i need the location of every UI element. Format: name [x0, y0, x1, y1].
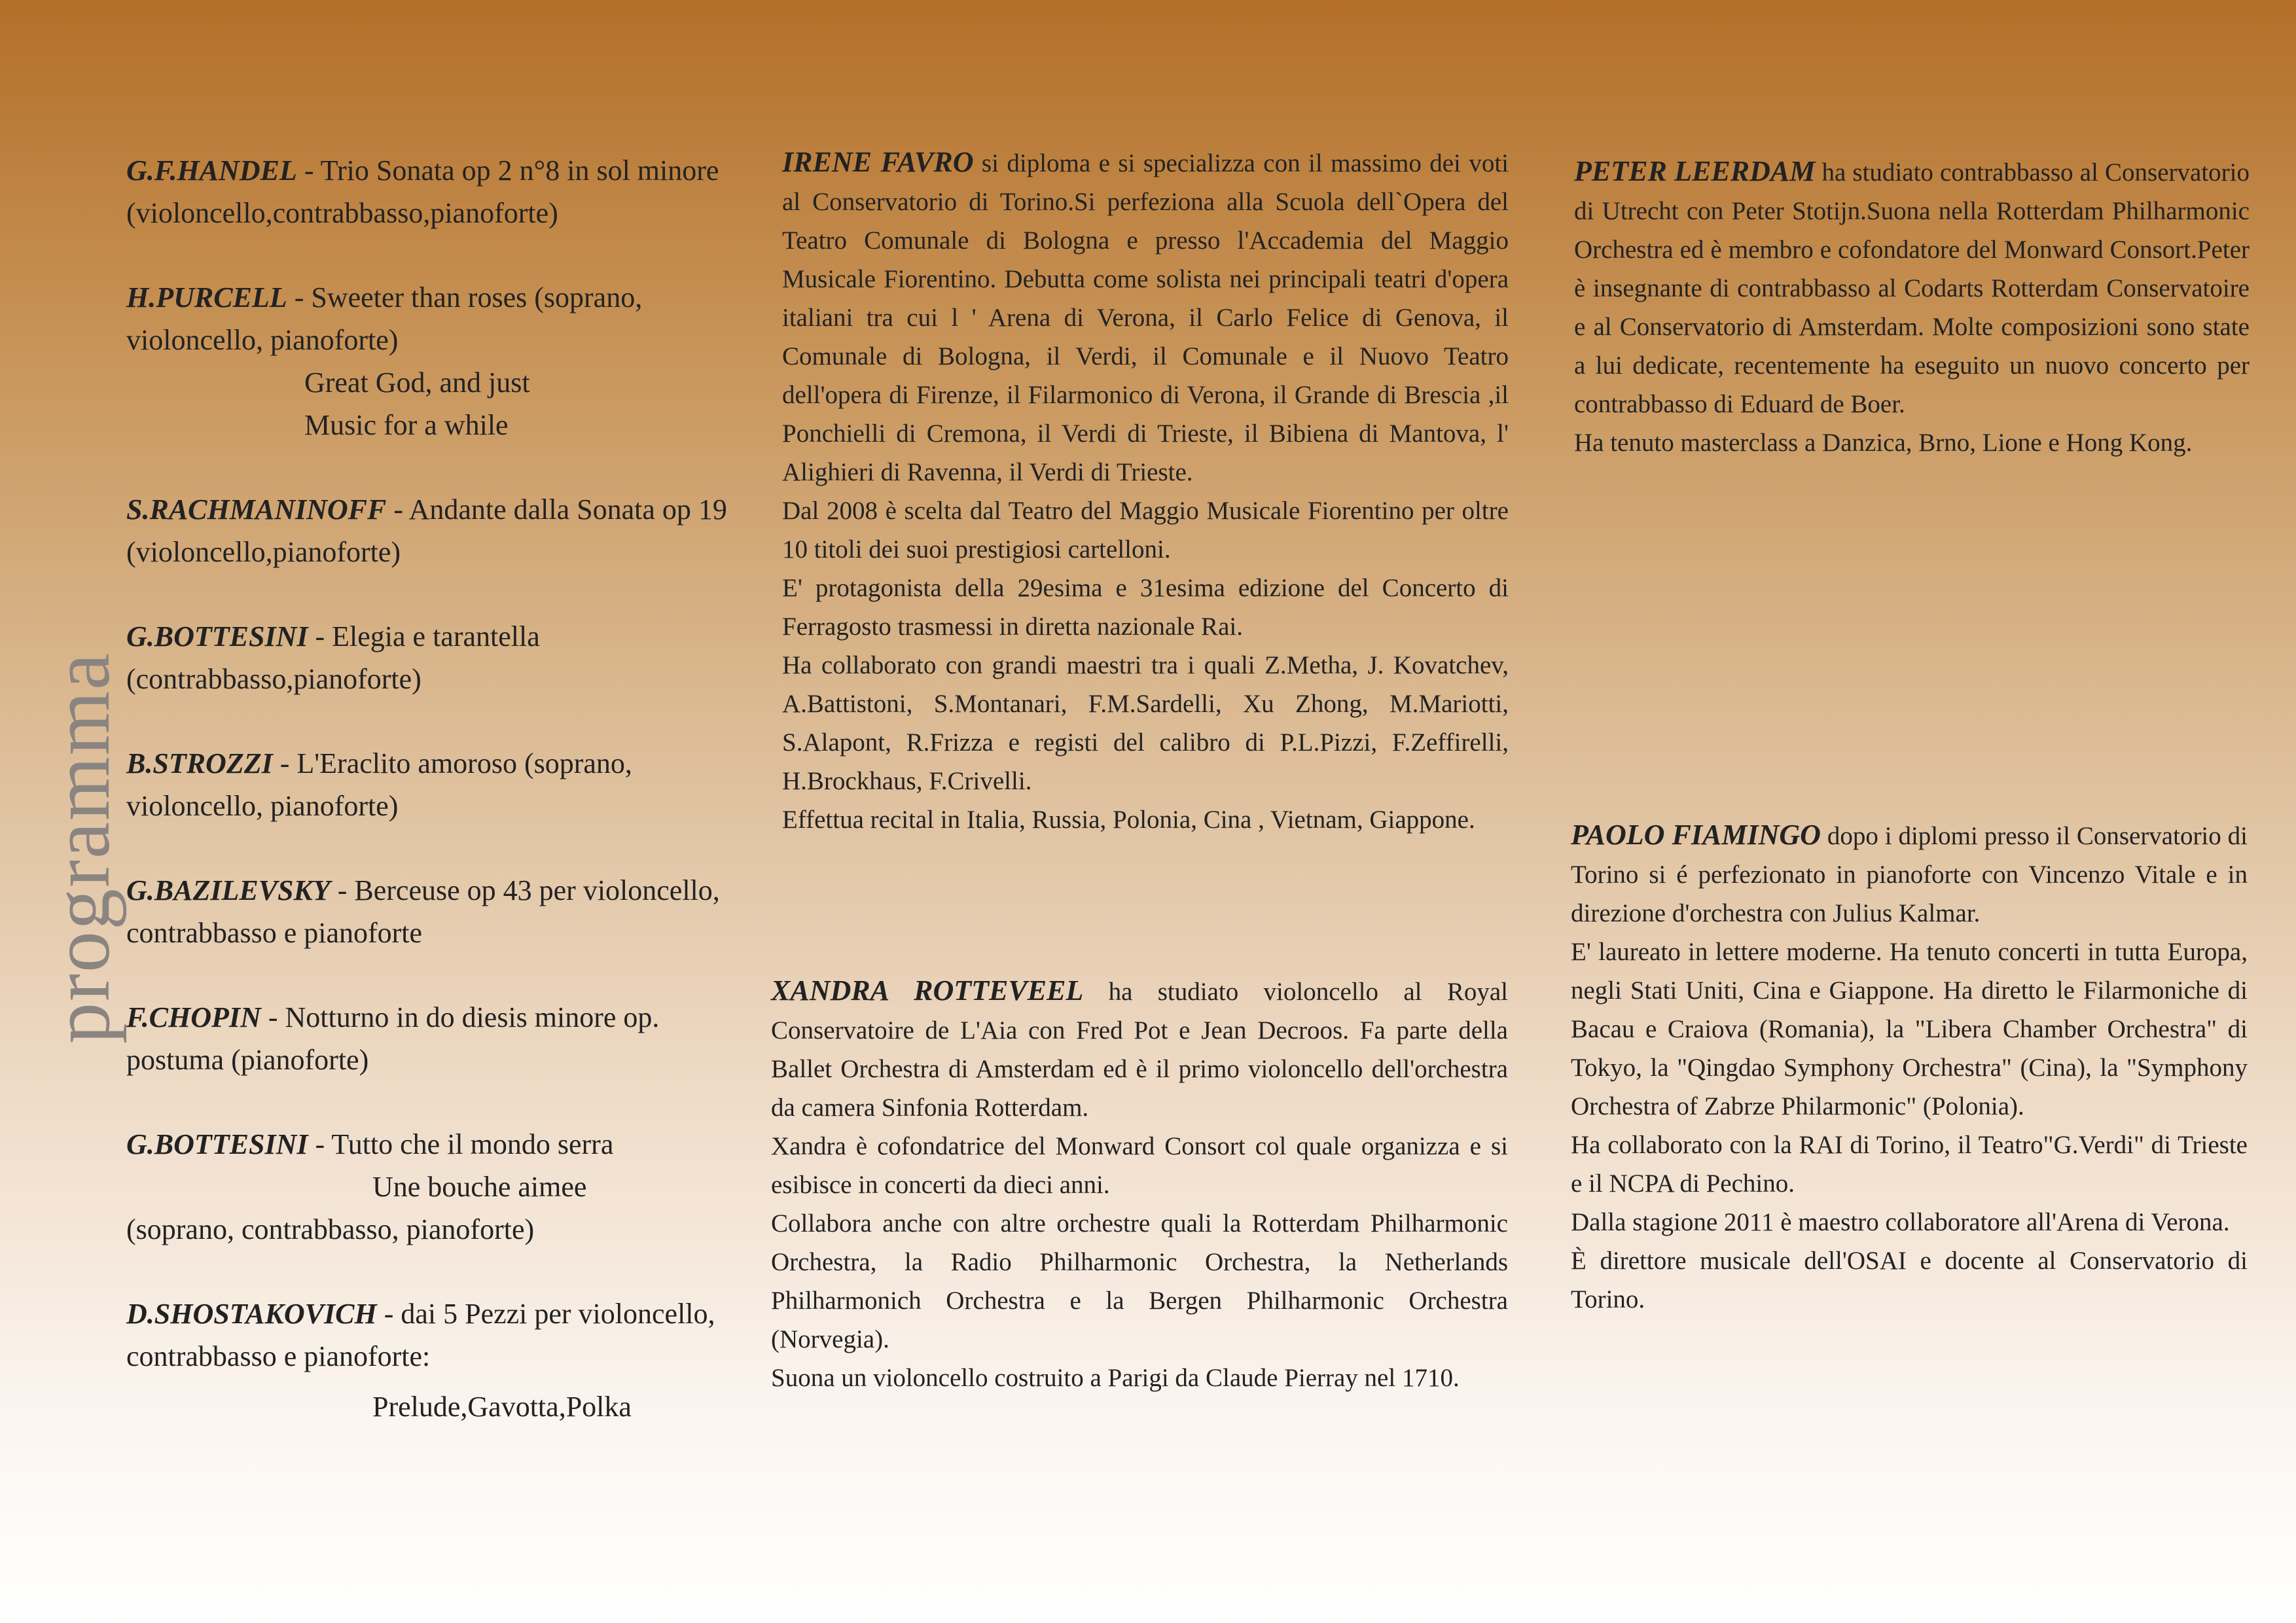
piece-description: - Andante dalla Sonata op 19 (violoncello,pianoforte): [126, 493, 727, 568]
piece-description: - Notturno in do diesis minore op. postuma (pianoforte): [126, 1001, 660, 1076]
bio-paragraph: Ha collaborato con la RAI di Torino, il Teatro"G.Verdi" di Trieste e il NCPA di Pechino.: [1571, 1131, 2248, 1198]
bio-text: ha studiato contrabbasso al Conservatorio di Utrecht con Peter Stotijn.Suona nella Rotterdam Philharmonic Orchestra ed è membro e cofondatore del Monward Consort.Peter è insegnante di contrabbasso al Codarts Rotterdam Conservatoire e al Conservatorio di Amsterdam. Molte composizioni sono state a lui dedicate, recentemente ha eseguito un nuovo concerto per contrabbasso di Eduard de Boer.: [1574, 158, 2250, 418]
bio-paragraph: [771, 971, 1508, 1127]
bio-paragraph: Dalla stagione 2011 è maestro collaboratore all'Arena di Verona.: [1571, 1208, 2230, 1236]
program-item-rachmaninoff: [126, 488, 755, 573]
composer-name: G.BOTTESINI: [126, 620, 308, 652]
bio-xandra-rotteveel: [771, 971, 1508, 1397]
piece-description: - Trio Sonata op 2 n°8 in sol minore (violoncello,contrabbasso,pianoforte): [126, 154, 719, 229]
program-item-bottesini-2: [126, 1123, 755, 1251]
bio-paolo-fiamingo: [1571, 815, 2248, 1319]
bio-paragraph: Xandra è cofondatrice del Monward Consort col quale organizza e si esibisce in concerti da dieci anni.: [771, 1132, 1508, 1199]
piece-instrumentation: (soprano, contrabbasso, pianoforte): [126, 1213, 535, 1245]
bio-paragraph: È direttore musicale dell'OSAI e docente al Conservatorio di Torino.: [1571, 1247, 2248, 1313]
bio-paragraph: Dal 2008 è scelta dal Teatro del Maggio Musicale Fiorentino per oltre 10 titoli dei suoi prestigiosi cartelloni.: [782, 497, 1509, 563]
side-title: programma: [36, 652, 127, 1044]
piece-description: - Elegia e tarantella (contrabbasso,pianoforte): [126, 620, 540, 695]
bio-paragraph: Ha tenuto masterclass a Danzica, Brno, Lione e Hong Kong.: [1574, 429, 2193, 457]
piece-description: - dai 5 Pezzi per violoncello, contrabbasso e pianoforte:: [126, 1298, 715, 1372]
program-item-strozzi: [126, 742, 755, 827]
bio-paragraph: Effettua recital in Italia, Russia, Polonia, Cina , Vietnam, Giappone.: [782, 806, 1475, 834]
bio-paragraph: E' protagonista della 29esima e 31esima edizione del Concerto di Ferragosto trasmessi in diretta nazionale Rai.: [782, 574, 1509, 641]
program-item-shostakovich: [126, 1293, 755, 1428]
bio-paragraph: [1574, 152, 2250, 423]
bio-paragraph: [1571, 815, 2248, 933]
bio-peter-leerdam: [1574, 152, 2250, 462]
bio-text: ha studiato violoncello al Royal Conservatoire de L'Aia con Fred Pot e Jean Decroos. Fa parte della Ballet Orchestra di Amsterdam ed è il primo violoncello dell'orchestra da camera Sinfonia Rotterdam.: [771, 978, 1508, 1122]
piece-description: - L'Eraclito amoroso (soprano, violoncello, pianoforte): [126, 747, 632, 822]
piece-description: - Tutto che il mondo serra: [308, 1128, 614, 1160]
bio-text: si diploma e si specializza con il massimo dei voti al Conservatorio di Torino.Si perfeziona alla Scuola dell`Opera del Teatro Comunale di Bologna e presso l'Accademia del Maggio Musicale Fiorentino. Debutta come solista nei principali teatri d'opera italiani tra cui l ' Arena di Verona, il Carlo Felice di Genova, il Comunale di Bologna, il Verdi, il Comunale e il Nuovo Teatro dell'opera di Firenze, il Filarmonico di Verona, il Grande di Brescia ,il Ponchielli di Cremona, il Verdi di Trieste, il Bibiena di Mantova, l' Alighieri di Ravenna, il Verdi di Trieste.: [782, 149, 1509, 486]
bio-paragraph: Collabora anche con altre orchestre quali la Rotterdam Philharmonic Orchestra, la Radio Philharmonic Orchestra, la Netherlands Philharmonich Orchestra e la Bergen Philharmonic Orchestra (Norvegia).: [771, 1209, 1508, 1353]
bio-paragraph: Ha collaborato con grandi maestri tra i quali Z.Metha, J. Kovatchev, A.Battistoni, S.Montanari, F.M.Sardelli, Xu Zhong, M.Mariotti, S.Alapont, R.Frizza e registi del calibro di P.L.Pizzi, F.Zeffirelli, H.Brockhaus, F.Crivelli.: [782, 651, 1509, 795]
bio-paragraph: Suona un violoncello costruito a Parigi da Claude Pierray nel 1710.: [771, 1364, 1460, 1392]
piece-extra: Music for a while: [304, 409, 509, 441]
piece-description: - Berceuse op 43 per violoncello, contrabbasso e pianoforte: [126, 874, 720, 949]
bio-text: dopo i diplomi presso il Conservatorio di Torino si é perfezionato in pianoforte con Vincenzo Vitale e in direzione d'orchestra con Julius Kalmar.: [1571, 822, 2248, 927]
program-item-bazilevsky: [126, 869, 755, 954]
program-list: [126, 149, 755, 1470]
program-item-handel: [126, 149, 755, 234]
composer-name: G.BAZILEVSKY: [126, 874, 331, 906]
piece-extra: Great God, and just: [304, 366, 530, 399]
composer-name: H.PURCELL: [126, 281, 287, 313]
composer-name: D.SHOSTAKOVICH: [126, 1298, 377, 1330]
piece-extra: Une bouche aimee: [372, 1171, 587, 1203]
composer-name: G.BOTTESINI: [126, 1128, 308, 1160]
composer-name: G.F.HANDEL: [126, 154, 297, 187]
piece-description: - Sweeter than roses (soprano, violoncello, pianoforte): [126, 281, 643, 356]
bio-irene-favro: [782, 143, 1509, 839]
artist-name: XANDRA ROTTEVEEL: [771, 974, 1084, 1007]
artist-name: PETER LEERDAM: [1574, 155, 1816, 187]
composer-name: F.CHOPIN: [126, 1001, 261, 1033]
program-item-purcell: [126, 276, 755, 446]
piece-extra: Prelude,Gavotta,Polka: [372, 1391, 632, 1423]
composer-name: B.STROZZI: [126, 747, 273, 779]
program-item-chopin: [126, 996, 755, 1081]
bio-paragraph: E' laureato in lettere moderne. Ha tenuto concerti in tutta Europa, negli Stati Uniti, Cina e Giappone. Ha diretto le Filarmoniche di Bacau e Craiova (Romania), la "Libera Chamber Orchestra" di Tokyo, la "Qingdao Symphony Orchestra" (Cina), la "Symphony Orchestra of Zabrze Philarmonic" (Polonia).: [1571, 938, 2248, 1120]
composer-name: S.RACHMANINOFF: [126, 493, 387, 526]
artist-name: PAOLO FIAMINGO: [1571, 819, 1821, 851]
artist-name: IRENE FAVRO: [782, 146, 974, 178]
program-item-bottesini-1: [126, 615, 755, 700]
bio-paragraph: [782, 143, 1509, 491]
